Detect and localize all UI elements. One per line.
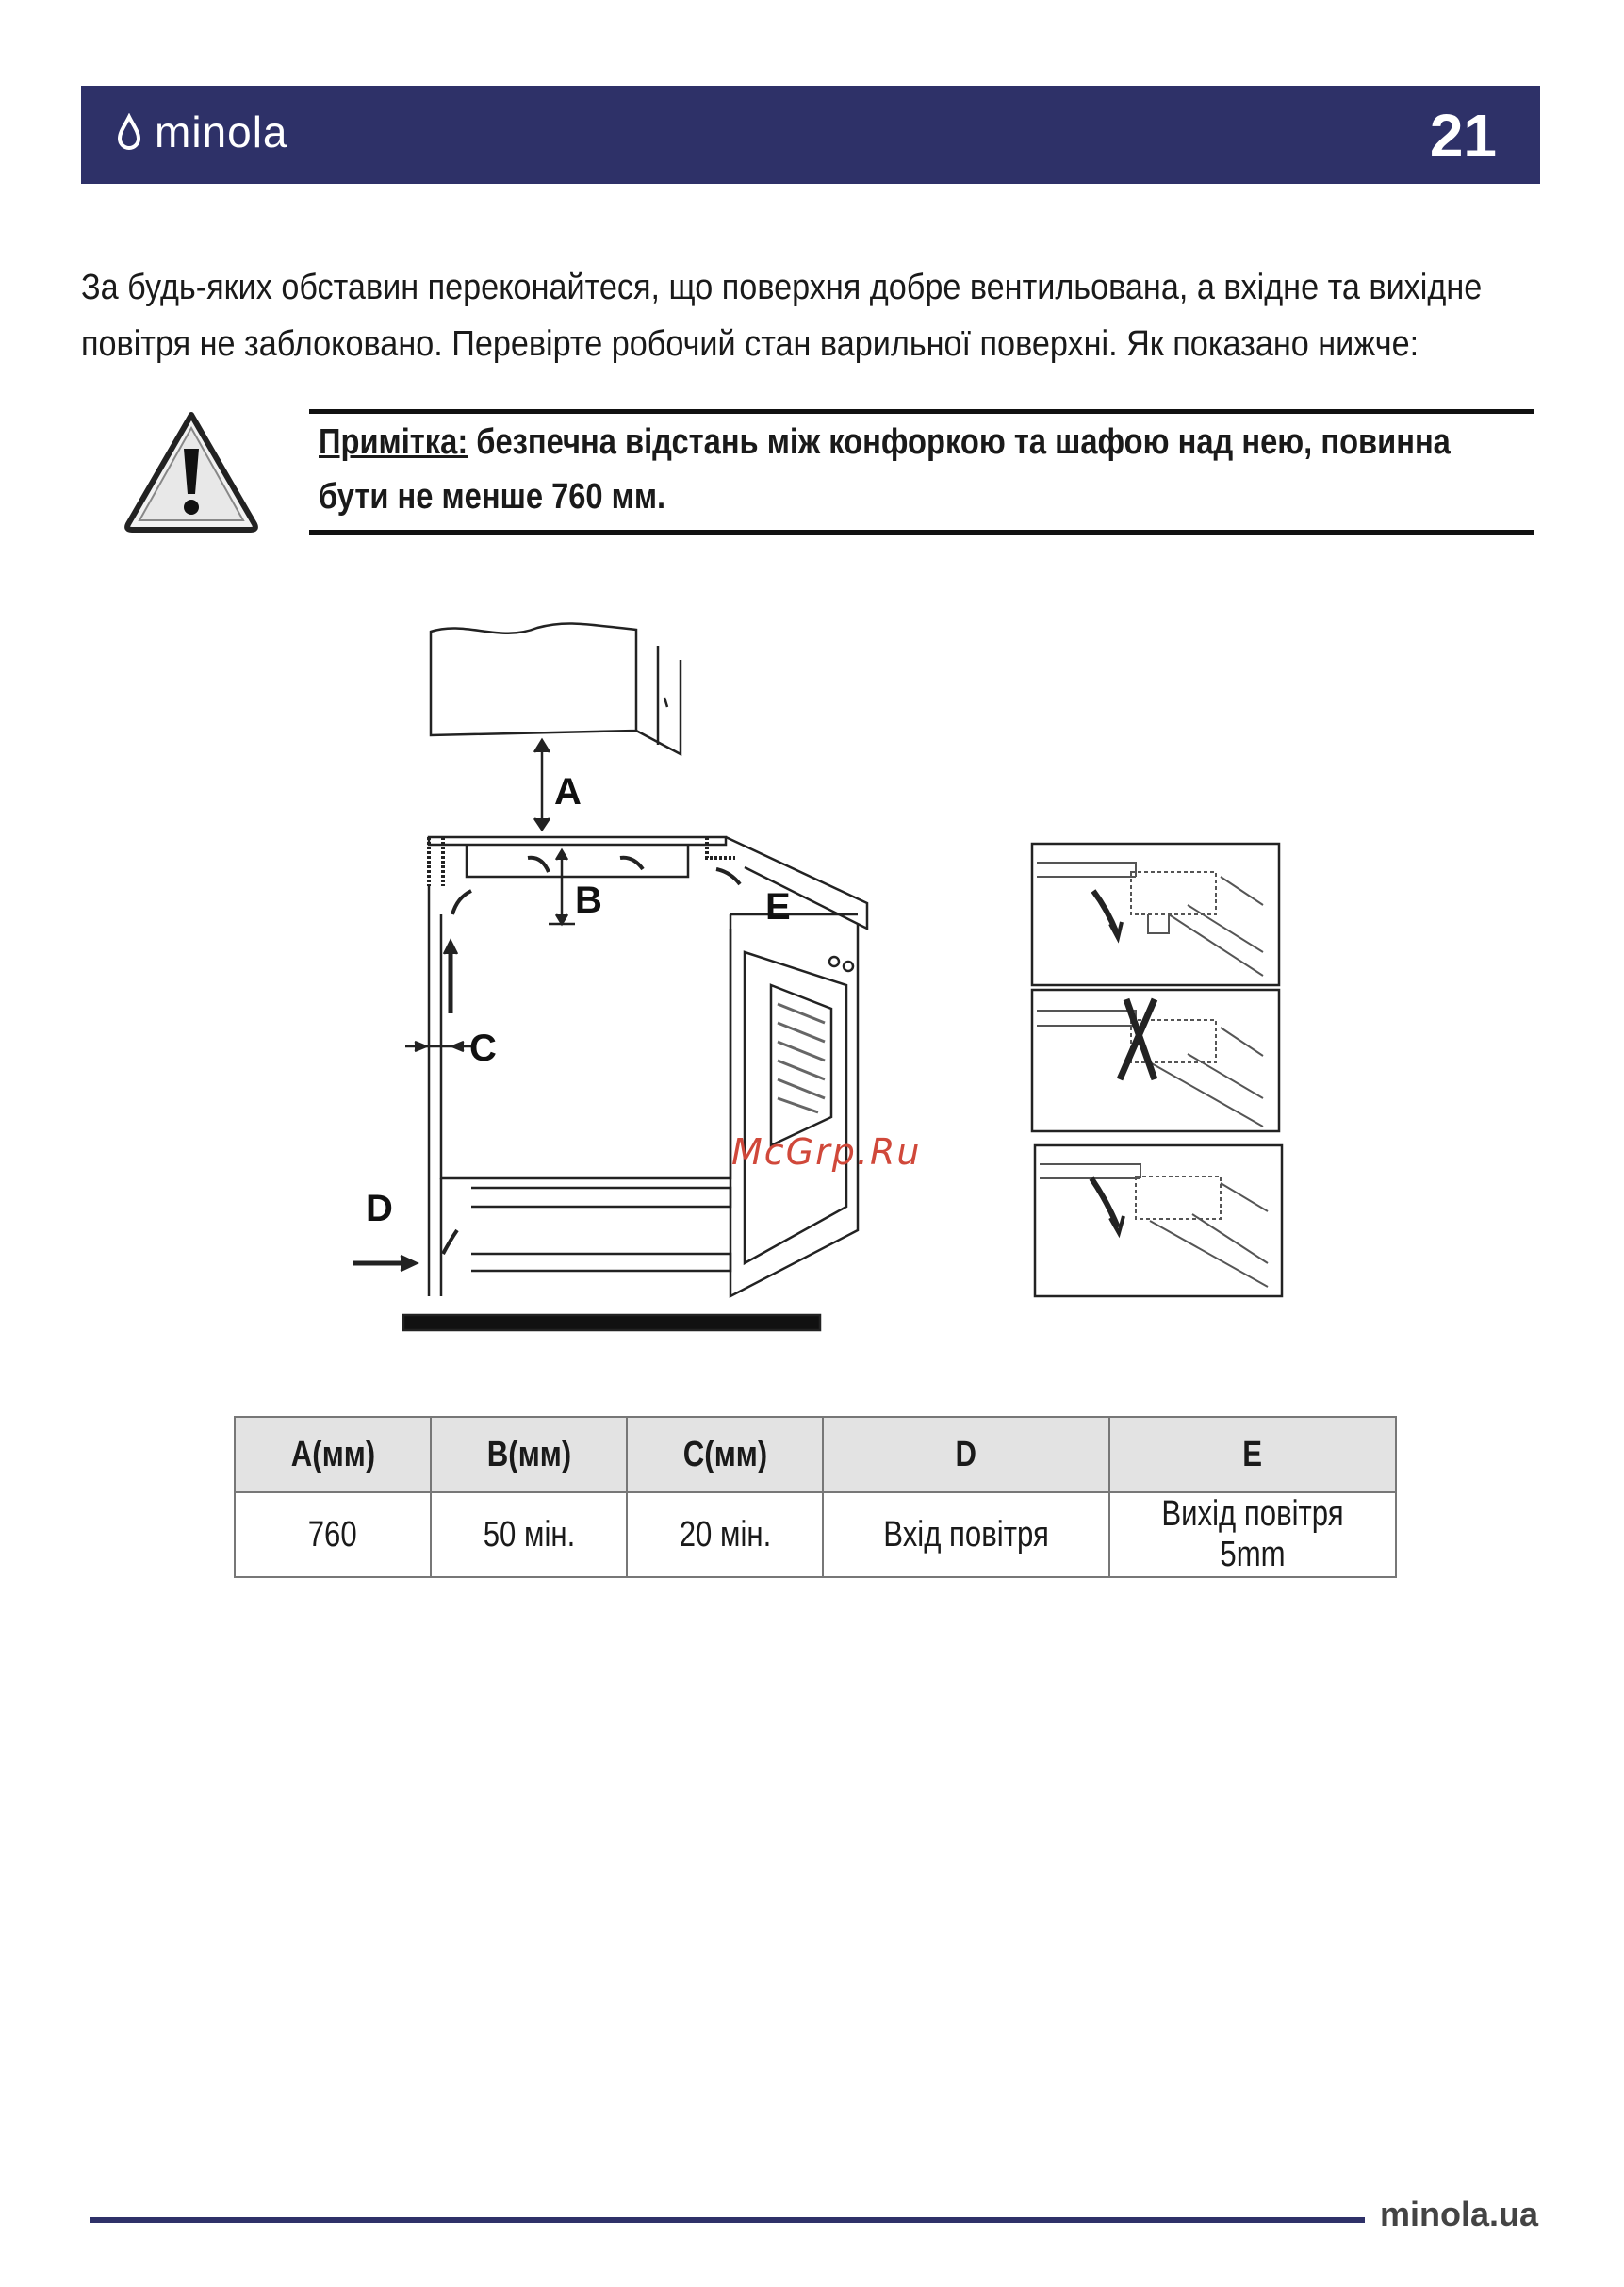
table-header: A(мм)	[235, 1417, 431, 1492]
note-text-1: безпечна відстань між конфоркою та шафою над нею, повинна	[468, 422, 1451, 462]
table-cell: Вхід повітря	[823, 1492, 1109, 1577]
table-header: B(мм)	[431, 1417, 627, 1492]
label-c: C	[469, 1028, 497, 1069]
footer-rule	[90, 2217, 1365, 2223]
safety-note	[319, 415, 1494, 524]
intro-paragraph	[81, 259, 1540, 372]
table-cell: 20 мін.	[627, 1492, 823, 1577]
label-b: B	[575, 880, 602, 921]
note-top-rule	[309, 409, 1534, 414]
installation-diagram	[302, 603, 1301, 1348]
page-number: 21	[1429, 102, 1497, 170]
clearance-table	[234, 1416, 1397, 1578]
brand-name: minola	[155, 107, 288, 156]
table-row	[235, 1492, 1396, 1577]
brand-logo	[115, 107, 288, 157]
table-cell: 50 мін.	[431, 1492, 627, 1577]
warning-icon	[121, 407, 262, 537]
note-label: Примітка:	[319, 422, 468, 462]
table-cell: Вихід повітря 5mm	[1109, 1492, 1396, 1577]
table-cell: 760	[235, 1492, 431, 1577]
label-a: A	[554, 771, 582, 813]
note-bottom-rule	[309, 530, 1534, 535]
watermark: McGrp.Ru	[731, 1131, 922, 1173]
table-header: E	[1109, 1417, 1396, 1492]
table-header-row	[235, 1417, 1396, 1492]
footer-url: minola.ua	[1380, 2195, 1539, 2233]
label-d: D	[366, 1188, 393, 1229]
drop-icon	[115, 113, 143, 151]
label-e: E	[765, 886, 791, 928]
intro-line-2: повітря не заблоковано. Перевірте робочий стан варильної поверхні. Як показано нижче:	[81, 324, 1419, 364]
page-header	[81, 86, 1540, 184]
intro-line-1: За будь-яких обставин переконайтеся, що поверхня добре вентильована, а вхідне та вихідне	[81, 268, 1483, 307]
note-text-2: бути не менше 760 мм.	[319, 477, 666, 517]
table-header: D	[823, 1417, 1109, 1492]
table-header: C(мм)	[627, 1417, 823, 1492]
